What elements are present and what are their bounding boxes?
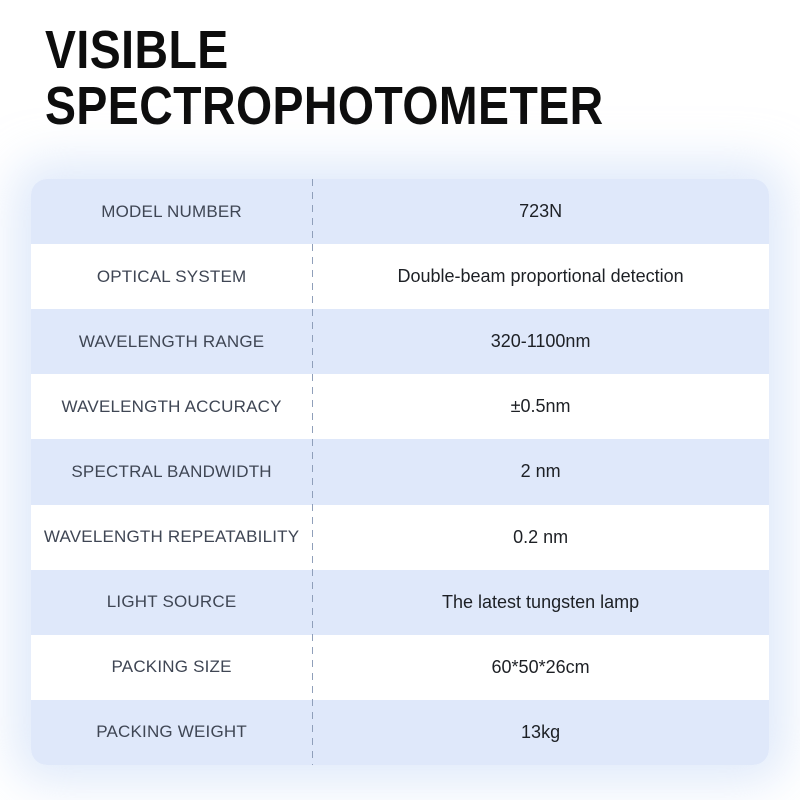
page-title: [45, 20, 604, 137]
spec-value-cell: [312, 439, 769, 504]
spec-label-cell: [31, 244, 312, 309]
table-row: [31, 439, 769, 504]
spec-value: ±0.5nm: [510, 396, 571, 417]
table-row: [31, 700, 769, 765]
table-row: [31, 244, 769, 309]
page-title-line-1: VISIBLE: [45, 20, 229, 80]
table-row: [31, 309, 769, 374]
spec-label: WAVELENGTH RANGE: [78, 331, 265, 351]
spec-label: SPECTRAL BANDWIDTH: [71, 461, 272, 481]
table-row: [31, 635, 769, 700]
table-row: [31, 179, 769, 244]
spec-label-cell: [31, 635, 312, 700]
spec-label: PACKING WEIGHT: [96, 722, 247, 742]
spec-value-cell: [312, 374, 769, 439]
spec-label-cell: [31, 179, 312, 244]
spec-label: WAVELENGTH REPEATABILITY: [43, 527, 300, 547]
spec-value: 320-1100nm: [490, 331, 591, 352]
spec-label: WAVELENGTH ACCURACY: [61, 396, 282, 416]
spec-label: MODEL NUMBER: [101, 201, 242, 221]
spec-label-cell: [31, 700, 312, 765]
spec-label-cell: [31, 374, 312, 439]
spec-value-cell: [312, 179, 769, 244]
spec-label-cell: [31, 505, 312, 570]
spec-value: 60*50*26cm: [491, 656, 590, 677]
spec-label: LIGHT SOURCE: [106, 592, 237, 612]
spec-value-cell: [312, 505, 769, 570]
spec-table: [31, 179, 769, 765]
spec-label: PACKING SIZE: [111, 657, 232, 677]
spec-value: The latest tungsten lamp: [442, 591, 640, 612]
spec-value-cell: [312, 700, 769, 765]
spec-value-cell: [312, 635, 769, 700]
spec-value: Double-beam proportional detection: [397, 266, 684, 287]
spec-value: 0.2 nm: [513, 526, 569, 547]
page-title-line-2: SPECTROPHOTOMETER: [45, 76, 604, 137]
spec-label: OPTICAL SYSTEM: [96, 266, 247, 286]
spec-label-cell: [31, 439, 312, 504]
spec-value-cell: [312, 244, 769, 309]
table-row: [31, 505, 769, 570]
spec-value: 2 nm: [520, 461, 561, 482]
spec-value-cell: [312, 570, 769, 635]
table-row: [31, 570, 769, 635]
table-row: [31, 374, 769, 439]
spec-label-cell: [31, 570, 312, 635]
spec-label-cell: [31, 309, 312, 374]
spec-value: 723N: [519, 201, 563, 222]
spec-table-rows: [31, 179, 769, 765]
spec-value-cell: [312, 309, 769, 374]
spec-value: 13kg: [521, 721, 561, 742]
